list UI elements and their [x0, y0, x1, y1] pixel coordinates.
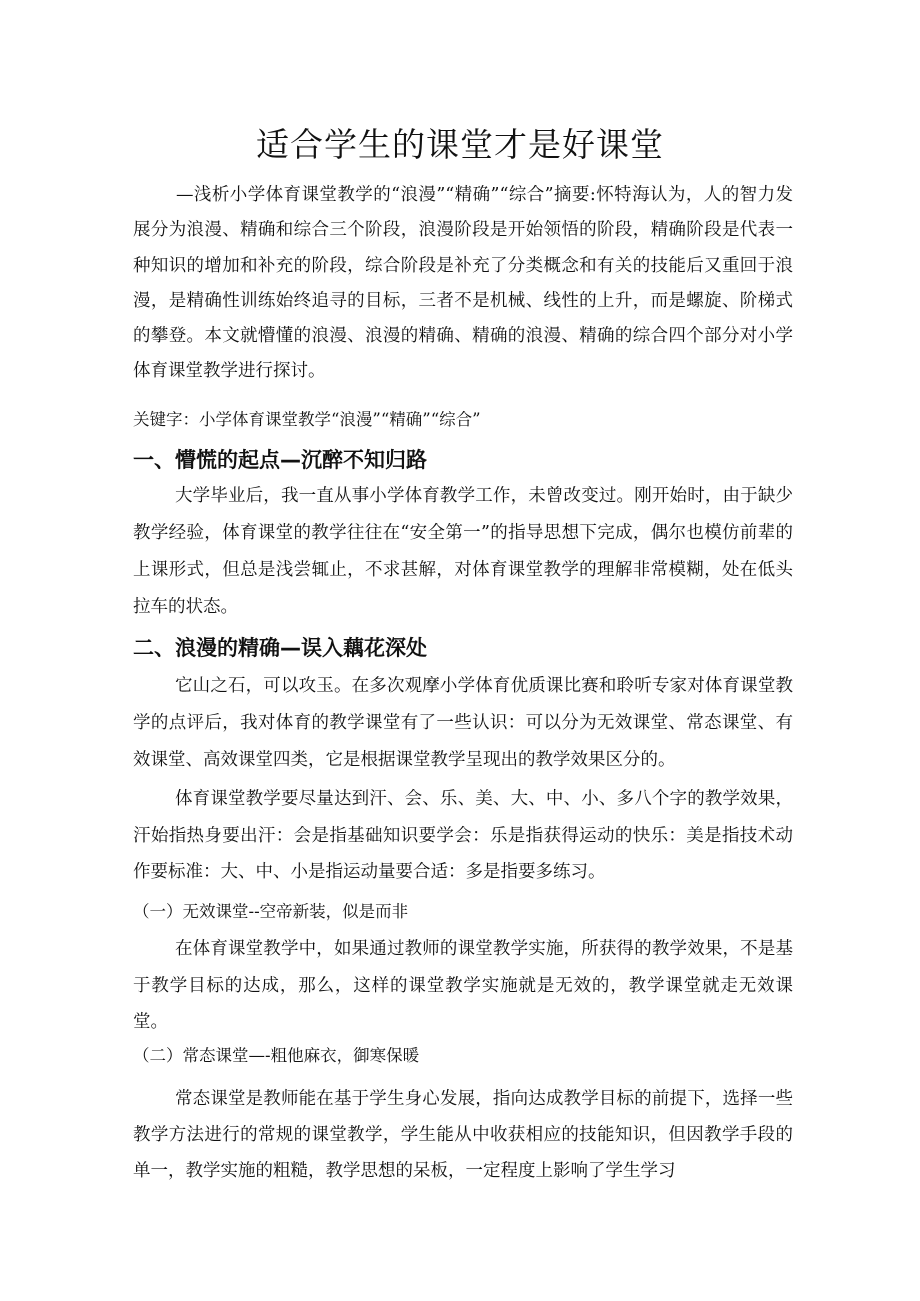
keywords-line: 关键字：小学体育课堂教学“浪漫”“精确”“综合” [133, 410, 481, 429]
subsection-heading-1: （一）无效课堂--空帝新装，似是而非 [133, 902, 409, 921]
document-title: 适合学生的课堂才是好课堂 [256, 125, 664, 164]
section-2-paragraph-1: 它山之石，可以攻玉。在多次观摩小学体育优质课比赛和聆听专家对体育课堂教学的点评后，我对体育的教学课堂有了一些认识：可以分为无效课堂、常态课堂、有效课堂、高效课堂四类，它是根据课堂教学呈现出的教学效果区分的。 [133, 676, 793, 770]
subsection-1-paragraph: 在体育课堂教学中，如果通过教师的课堂教学实施，所获得的教学效果，不是基于教学目标的达成，那么，这样的课堂教学实施就是无效的，教学课堂就走无效课堂。 [133, 939, 793, 1032]
section-heading-2: 二、浪漫的精确—误入藕花深处 [133, 636, 427, 660]
subsection-heading-2: （二）常态课堂—-粗他麻衣，御寒保暖 [133, 1046, 420, 1065]
section-2-paragraph-2: 体育课堂教学要尽量达到汗、会、乐、美、大、中、小、多八个字的教学效果，汗始指热身要出汗：会是指基础知识要学会：乐是指获得运动的快乐：美是指技术动作要标准：大、中、小是指运动量要合适：多是指要多练习。 [133, 789, 793, 882]
section-1-paragraph: 大学毕业后，我一直从事小学体育教学工作，未曾改变过。刚开始时，由于缺少教学经验，体育课堂的教学往往在“安全第一”的指导思想下完成，偶尔也模仿前辈的上课形式，但总是浅尝辄止，不求甚解，对体育课堂教学的理解非常模糊，处在低头拉车的状态。 [133, 486, 793, 617]
section-heading-1: 一、懵慌的起点—沉醉不知归路 [133, 448, 427, 472]
abstract-paragraph: —浅析小学体育课堂教学的“浪漫”“精确”“综合”摘要:怀特海认为，人的智力发展分为浪漫、精确和综合三个阶段，浪漫阶段是开始领悟的阶段，精确阶段是代表一种知识的增加和补充的阶段，综合阶段是补充了分类概念和有关的技能后又重回于浪漫，是精确性训练始终追寻的目标，三者不是机械、线性的上升，而是螺旋、阶梯式的攀登。本文就懵懂的浪漫、浪漫的精确、精确的浪漫、精确的综合四个部分对小学体育课堂教学进行探讨。 [133, 185, 793, 382]
subsection-2-paragraph: 常态课堂是教师能在基于学生身心发展，指向达成教学目标的前提下，选择一些教学方法进行的常规的课堂教学，学生能从中收获相应的技能知识，但因教学手段的单一，教学实施的粗糙，教学思想的呆板，一定程度上影响了学生学习 [133, 1089, 793, 1181]
